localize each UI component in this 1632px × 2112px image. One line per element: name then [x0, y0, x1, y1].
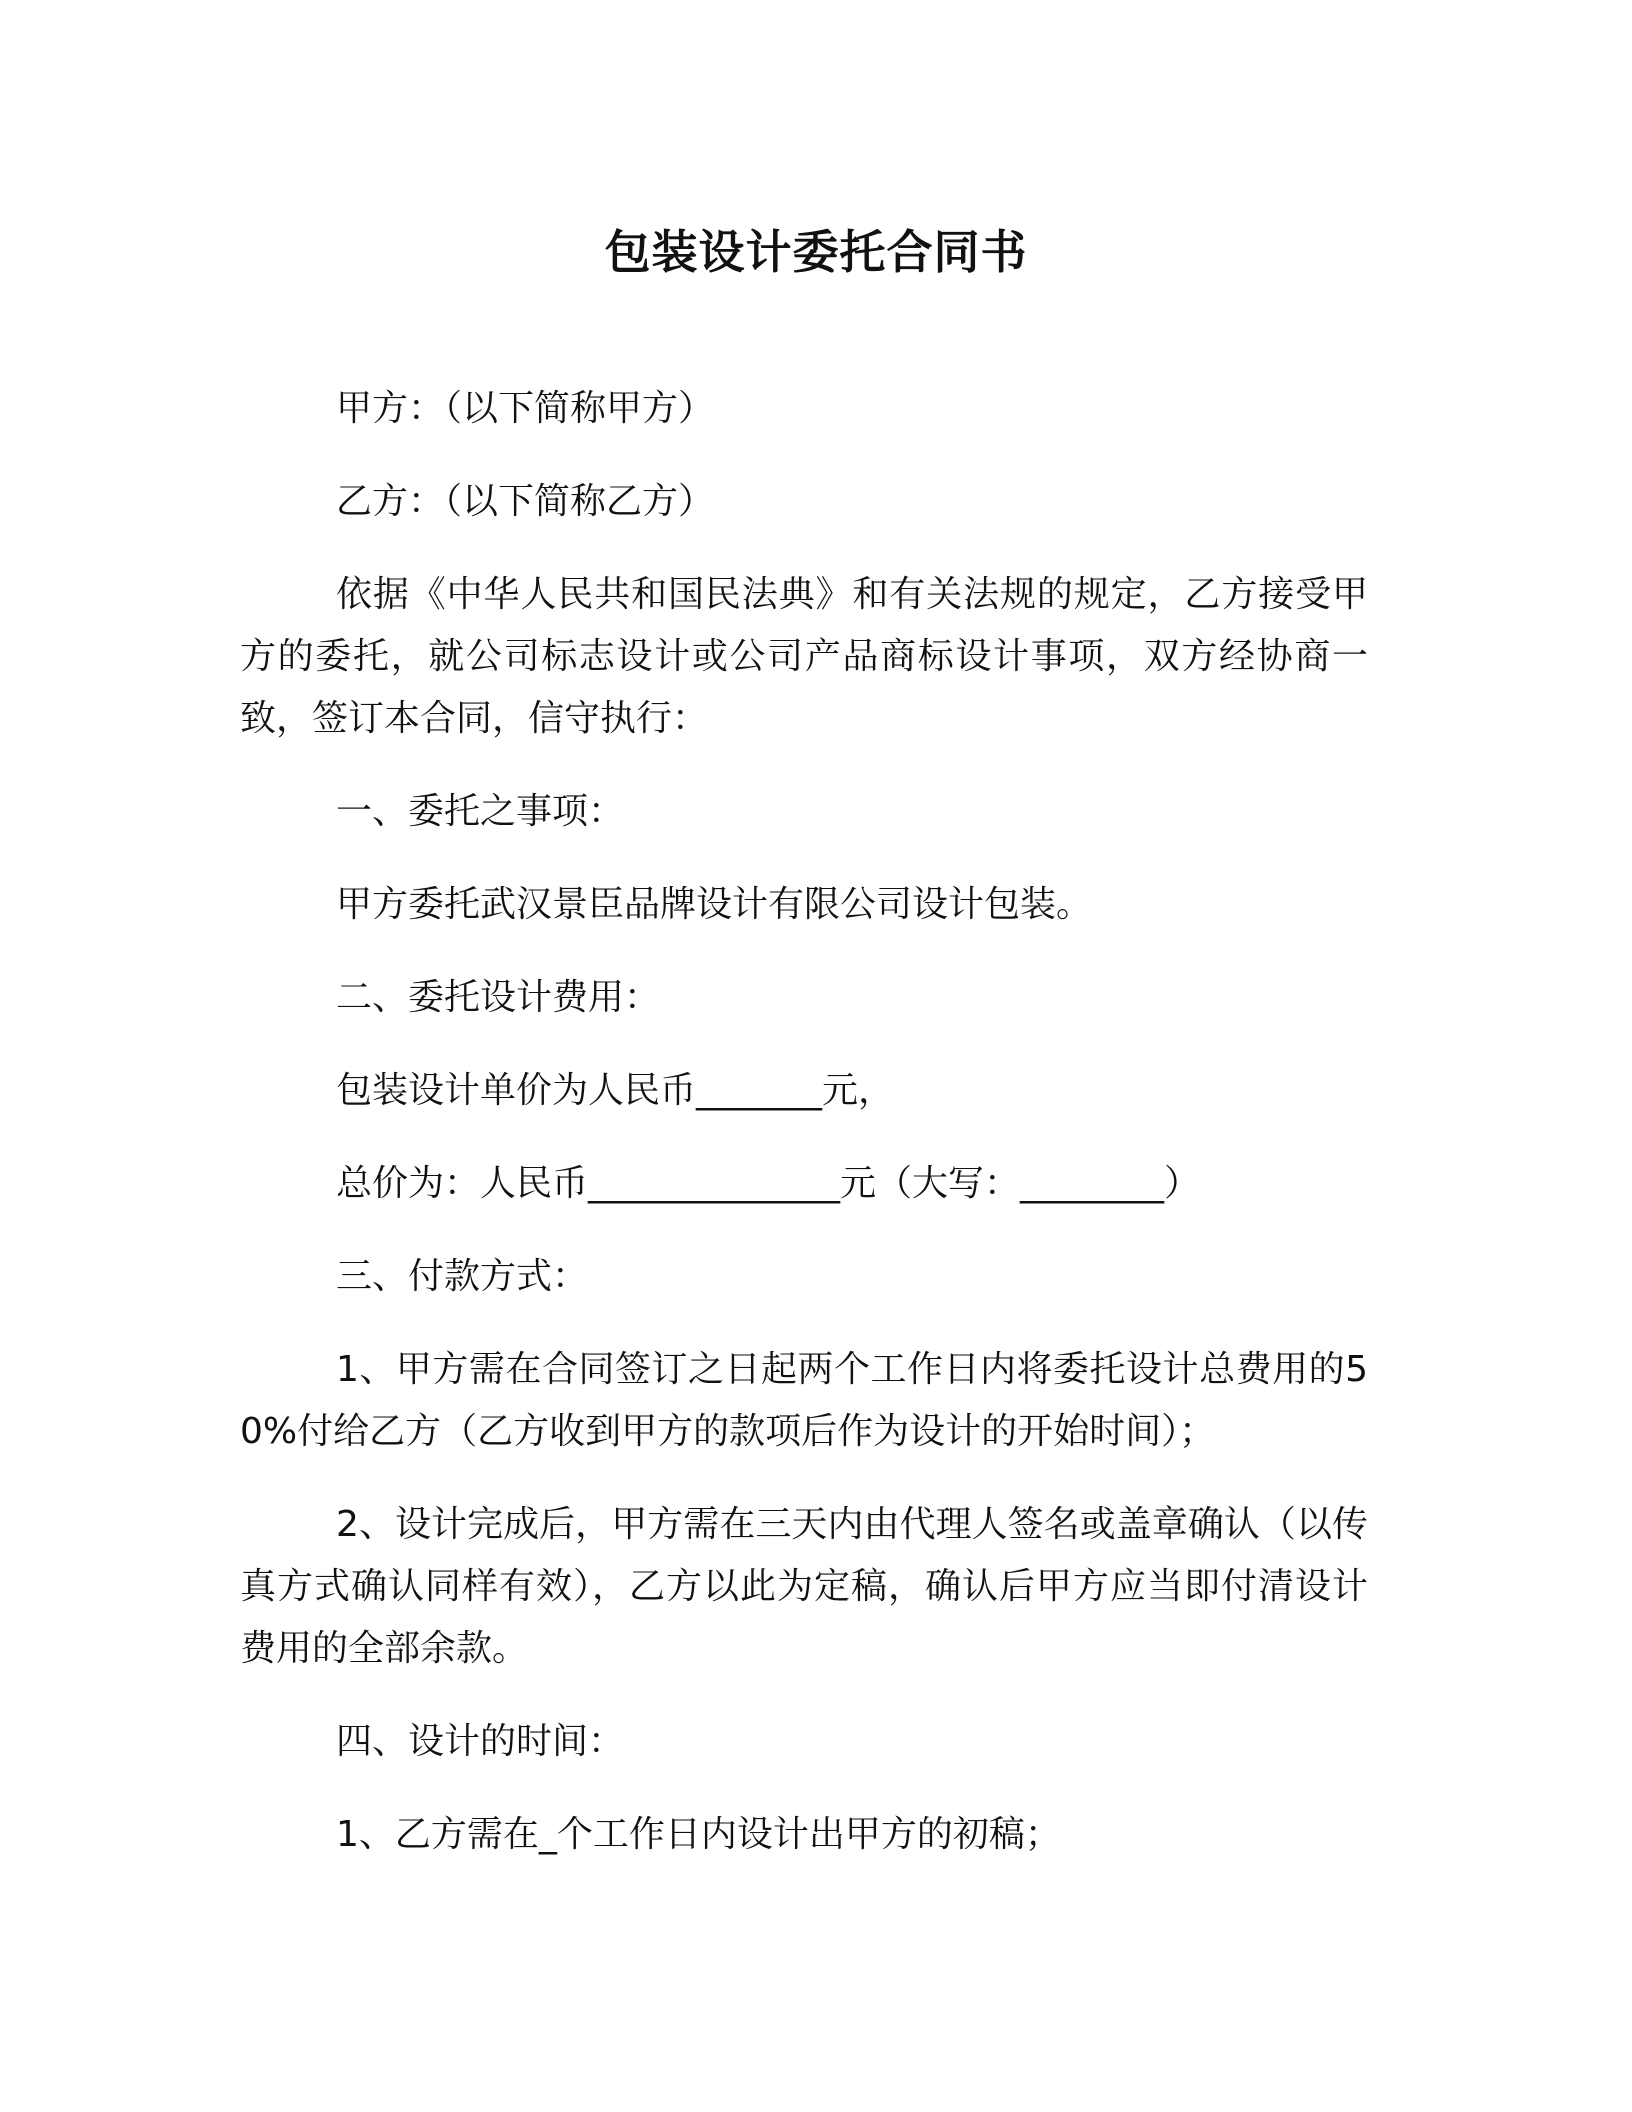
section-heading-matters: 一、委托之事项：	[336, 791, 625, 832]
total-price-line: 总价为：人民币______________元（大写：________）	[336, 1163, 1201, 1204]
payment-clause-2: 2、设计完成后，甲方需在三天内由代理人签名或盖章确认（以传真方式确认同样有效），乙方以此为定稿，确认后甲方应当即付清设计费用的全部余款。	[240, 1504, 1368, 1669]
payment-clause-1: 1、甲方需在合同签订之日起两个工作日内将委托设计总费用的50%付给乙方（乙方收到甲方的款项后作为设计的开始时间）；	[240, 1349, 1368, 1452]
unit-price-line: 包装设计单价为人民币_______元，	[336, 1070, 895, 1111]
section-heading-time: 四、设计的时间：	[336, 1721, 625, 1762]
section-heading-payment: 三、付款方式：	[336, 1256, 589, 1297]
matters-paragraph: 甲方委托武汉景臣品牌设计有限公司设计包装。	[336, 884, 1093, 925]
party-a-line: 甲方：（以下简称甲方）	[336, 388, 715, 429]
document-body	[240, 378, 1368, 1897]
section-heading-fees: 二、委托设计费用：	[336, 977, 661, 1018]
time-clause-1: 1、乙方需在_个工作日内设计出甲方的初稿；	[336, 1814, 1061, 1855]
preamble-paragraph: 依据《中华人民共和国民法典》和有关法规的规定，乙方接受甲方的委托，就公司标志设计或公司产品商标设计事项，双方经协商一致，签订本合同，信守执行：	[240, 574, 1368, 739]
document-title: 包装设计委托合同书	[604, 225, 1028, 279]
party-b-line: 乙方：（以下简称乙方）	[336, 481, 715, 522]
